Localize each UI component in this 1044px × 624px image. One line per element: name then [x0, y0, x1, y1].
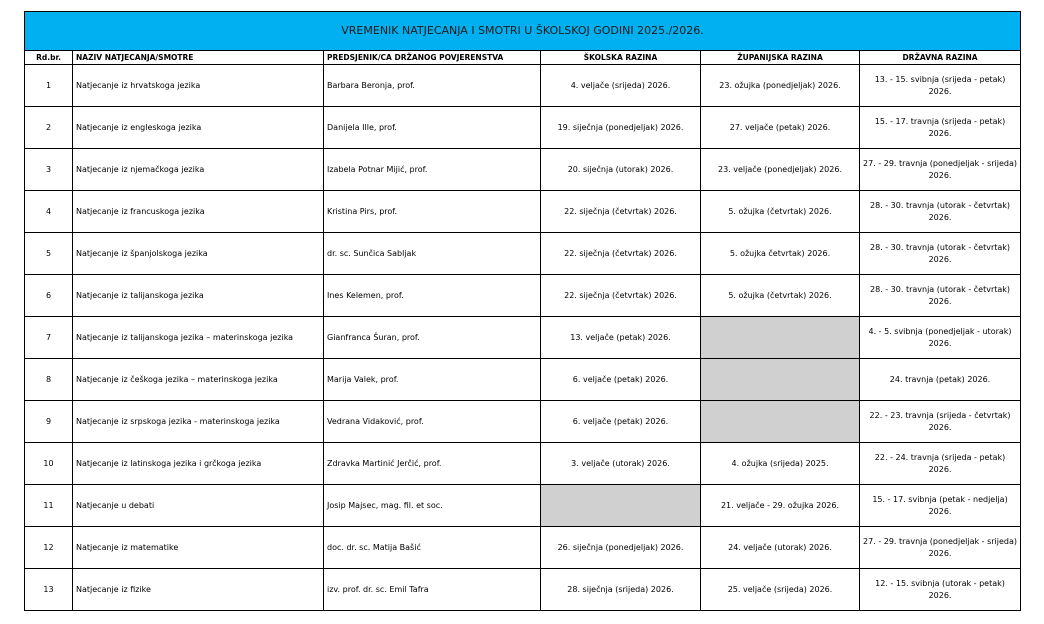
state-level-date: 28. - 30. travnja (utorak - četvrtak) 2026.	[860, 191, 1021, 233]
row-number: 5	[25, 233, 73, 275]
row-number: 13	[25, 569, 73, 611]
school-level-date: 6. veljače (petak) 2026.	[541, 359, 701, 401]
school-level-date: 6. veljače (petak) 2026.	[541, 401, 701, 443]
school-level-date: 22. siječnja (četvrtak) 2026.	[541, 275, 701, 317]
state-level-date: 28. - 30. travnja (utorak - četvrtak) 2026.	[860, 275, 1021, 317]
row-number: 10	[25, 443, 73, 485]
header-num: Rd.br.	[25, 51, 73, 65]
competition-name: Natjecanje iz talijanskoga jezika – materinskoga jezika	[73, 317, 324, 359]
school-level-date: 26. siječnja (ponedjeljak) 2026.	[541, 527, 701, 569]
committee-president: Barbara Beronja, prof.	[324, 65, 541, 107]
committee-president: Kristina Pirs, prof.	[324, 191, 541, 233]
header-row	[25, 51, 1021, 65]
school-level-date: 13. veljače (petak) 2026.	[541, 317, 701, 359]
table-row	[25, 107, 1021, 149]
county-level-date: 5. ožujka (četvrtak) 2026.	[701, 275, 860, 317]
table-row	[25, 569, 1021, 611]
committee-president: Ines Kelemen, prof.	[324, 275, 541, 317]
committee-president: doc. dr. sc. Matija Bašić	[324, 527, 541, 569]
competition-name: Natjecanje iz talijanskoga jezika	[73, 275, 324, 317]
state-level-date: 12. - 15. svibnja (utorak - petak) 2026.	[860, 569, 1021, 611]
row-number: 7	[25, 317, 73, 359]
schedule-sheet	[24, 11, 1020, 611]
county-level-date: 25. veljače (srijeda) 2026.	[701, 569, 860, 611]
competition-name: Natjecanje u debati	[73, 485, 324, 527]
state-level-date: 15. - 17. travnja (srijeda - petak) 2026.	[860, 107, 1021, 149]
table-row	[25, 65, 1021, 107]
committee-president: Danijela Ille, prof.	[324, 107, 541, 149]
table-row	[25, 191, 1021, 233]
state-level-date: 28. - 30. travnja (utorak - četvrtak) 2026.	[860, 233, 1021, 275]
competition-name: Natjecanje iz fizike	[73, 569, 324, 611]
table-row	[25, 275, 1021, 317]
school-level-date: 19. siječnja (ponedjeljak) 2026.	[541, 107, 701, 149]
header-school-level: ŠKOLSKA RAZINA	[541, 51, 701, 65]
table-row	[25, 527, 1021, 569]
table-row	[25, 401, 1021, 443]
committee-president: dr. sc. Sunčica Sabljak	[324, 233, 541, 275]
table-row	[25, 485, 1021, 527]
state-level-date: 15. - 17. svibnja (petak - nedjelja) 2026.	[860, 485, 1021, 527]
row-number: 6	[25, 275, 73, 317]
competition-name: Natjecanje iz hrvatskoga jezika	[73, 65, 324, 107]
header-name: NAZIV NATJECANJA/SMOTRE	[73, 51, 324, 65]
county-level-date: 27. veljače (petak) 2026.	[701, 107, 860, 149]
school-level-date: 22. siječnja (četvrtak) 2026.	[541, 233, 701, 275]
committee-president: izv. prof. dr. sc. Emil Tafra	[324, 569, 541, 611]
table-title: VREMENIK NATJECANJA I SMOTRI U ŠKOLSKOJ GODINI 2025./2026.	[25, 12, 1021, 51]
row-number: 9	[25, 401, 73, 443]
committee-president: Gianfranca Šuran, prof.	[324, 317, 541, 359]
header-state-level: DRŽAVNA RAZINA	[860, 51, 1021, 65]
header-county-level: ŽUPANIJSKA RAZINA	[701, 51, 860, 65]
county-level-date: 23. ožujka (ponedjeljak) 2026.	[701, 65, 860, 107]
county-level-date: 21. veljače - 29. ožujka 2026.	[701, 485, 860, 527]
state-level-date: 22. - 24. travnja (srijeda - petak) 2026.	[860, 443, 1021, 485]
table-row	[25, 317, 1021, 359]
row-number: 12	[25, 527, 73, 569]
row-number: 1	[25, 65, 73, 107]
header-president: PREDSJENIK/CA DRŽANOG POVJERENSTVA	[324, 51, 541, 65]
school-level-date: 4. veljače (srijeda) 2026.	[541, 65, 701, 107]
committee-president: Vedrana Vidaković, prof.	[324, 401, 541, 443]
county-level-date-empty	[701, 401, 860, 443]
state-level-date: 13. - 15. svibnja (srijeda - petak) 2026.	[860, 65, 1021, 107]
committee-president: Josip Majsec, mag. fil. et soc.	[324, 485, 541, 527]
competition-name: Natjecanje iz njemačkoga jezika	[73, 149, 324, 191]
competition-schedule-table	[24, 11, 1021, 611]
competition-name: Natjecanje iz latinskoga jezika i grčkoga jezika	[73, 443, 324, 485]
row-number: 11	[25, 485, 73, 527]
committee-president: Zdravka Martinić Jerčić, prof.	[324, 443, 541, 485]
competition-name: Natjecanje iz engleskoga jezika	[73, 107, 324, 149]
competition-name: Natjecanje iz španjolskoga jezika	[73, 233, 324, 275]
committee-president: Marija Valek, prof.	[324, 359, 541, 401]
school-level-date-empty	[541, 485, 701, 527]
county-level-date: 5. ožujka (četvrtak) 2026.	[701, 191, 860, 233]
competition-name: Natjecanje iz češkoga jezika – materinskoga jezika	[73, 359, 324, 401]
county-level-date: 24. veljače (utorak) 2026.	[701, 527, 860, 569]
table-row	[25, 149, 1021, 191]
school-level-date: 22. siječnja (četvrtak) 2026.	[541, 191, 701, 233]
state-level-date: 27. - 29. travnja (ponedjeljak - srijeda) 2026.	[860, 149, 1021, 191]
school-level-date: 20. siječnja (utorak) 2026.	[541, 149, 701, 191]
county-level-date: 4. ožujka (srijeda) 2025.	[701, 443, 860, 485]
state-level-date: 27. - 29. travnja (ponedjeljak - srijeda) 2026.	[860, 527, 1021, 569]
competition-name: Natjecanje iz francuskoga jezika	[73, 191, 324, 233]
committee-president: Izabela Potnar Mijić, prof.	[324, 149, 541, 191]
row-number: 2	[25, 107, 73, 149]
row-number: 4	[25, 191, 73, 233]
row-number: 8	[25, 359, 73, 401]
county-level-date-empty	[701, 317, 860, 359]
table-row	[25, 443, 1021, 485]
school-level-date: 28. siječnja (srijeda) 2026.	[541, 569, 701, 611]
county-level-date: 5. ožujka četvrtak) 2026.	[701, 233, 860, 275]
school-level-date: 3. veljače (utorak) 2026.	[541, 443, 701, 485]
state-level-date: 4. - 5. svibnja (ponedjeljak - utorak) 2026.	[860, 317, 1021, 359]
row-number: 3	[25, 149, 73, 191]
state-level-date: 22. - 23. travnja (srijeda - četvrtak) 2026.	[860, 401, 1021, 443]
county-level-date-empty	[701, 359, 860, 401]
competition-name: Natjecanje iz matematike	[73, 527, 324, 569]
county-level-date: 23. veljače (ponedjeljak) 2026.	[701, 149, 860, 191]
state-level-date: 24. travnja (petak) 2026.	[860, 359, 1021, 401]
competition-name: Natjecanje iz srpskoga jezika - materinskoga jezika	[73, 401, 324, 443]
table-row	[25, 359, 1021, 401]
table-row	[25, 233, 1021, 275]
